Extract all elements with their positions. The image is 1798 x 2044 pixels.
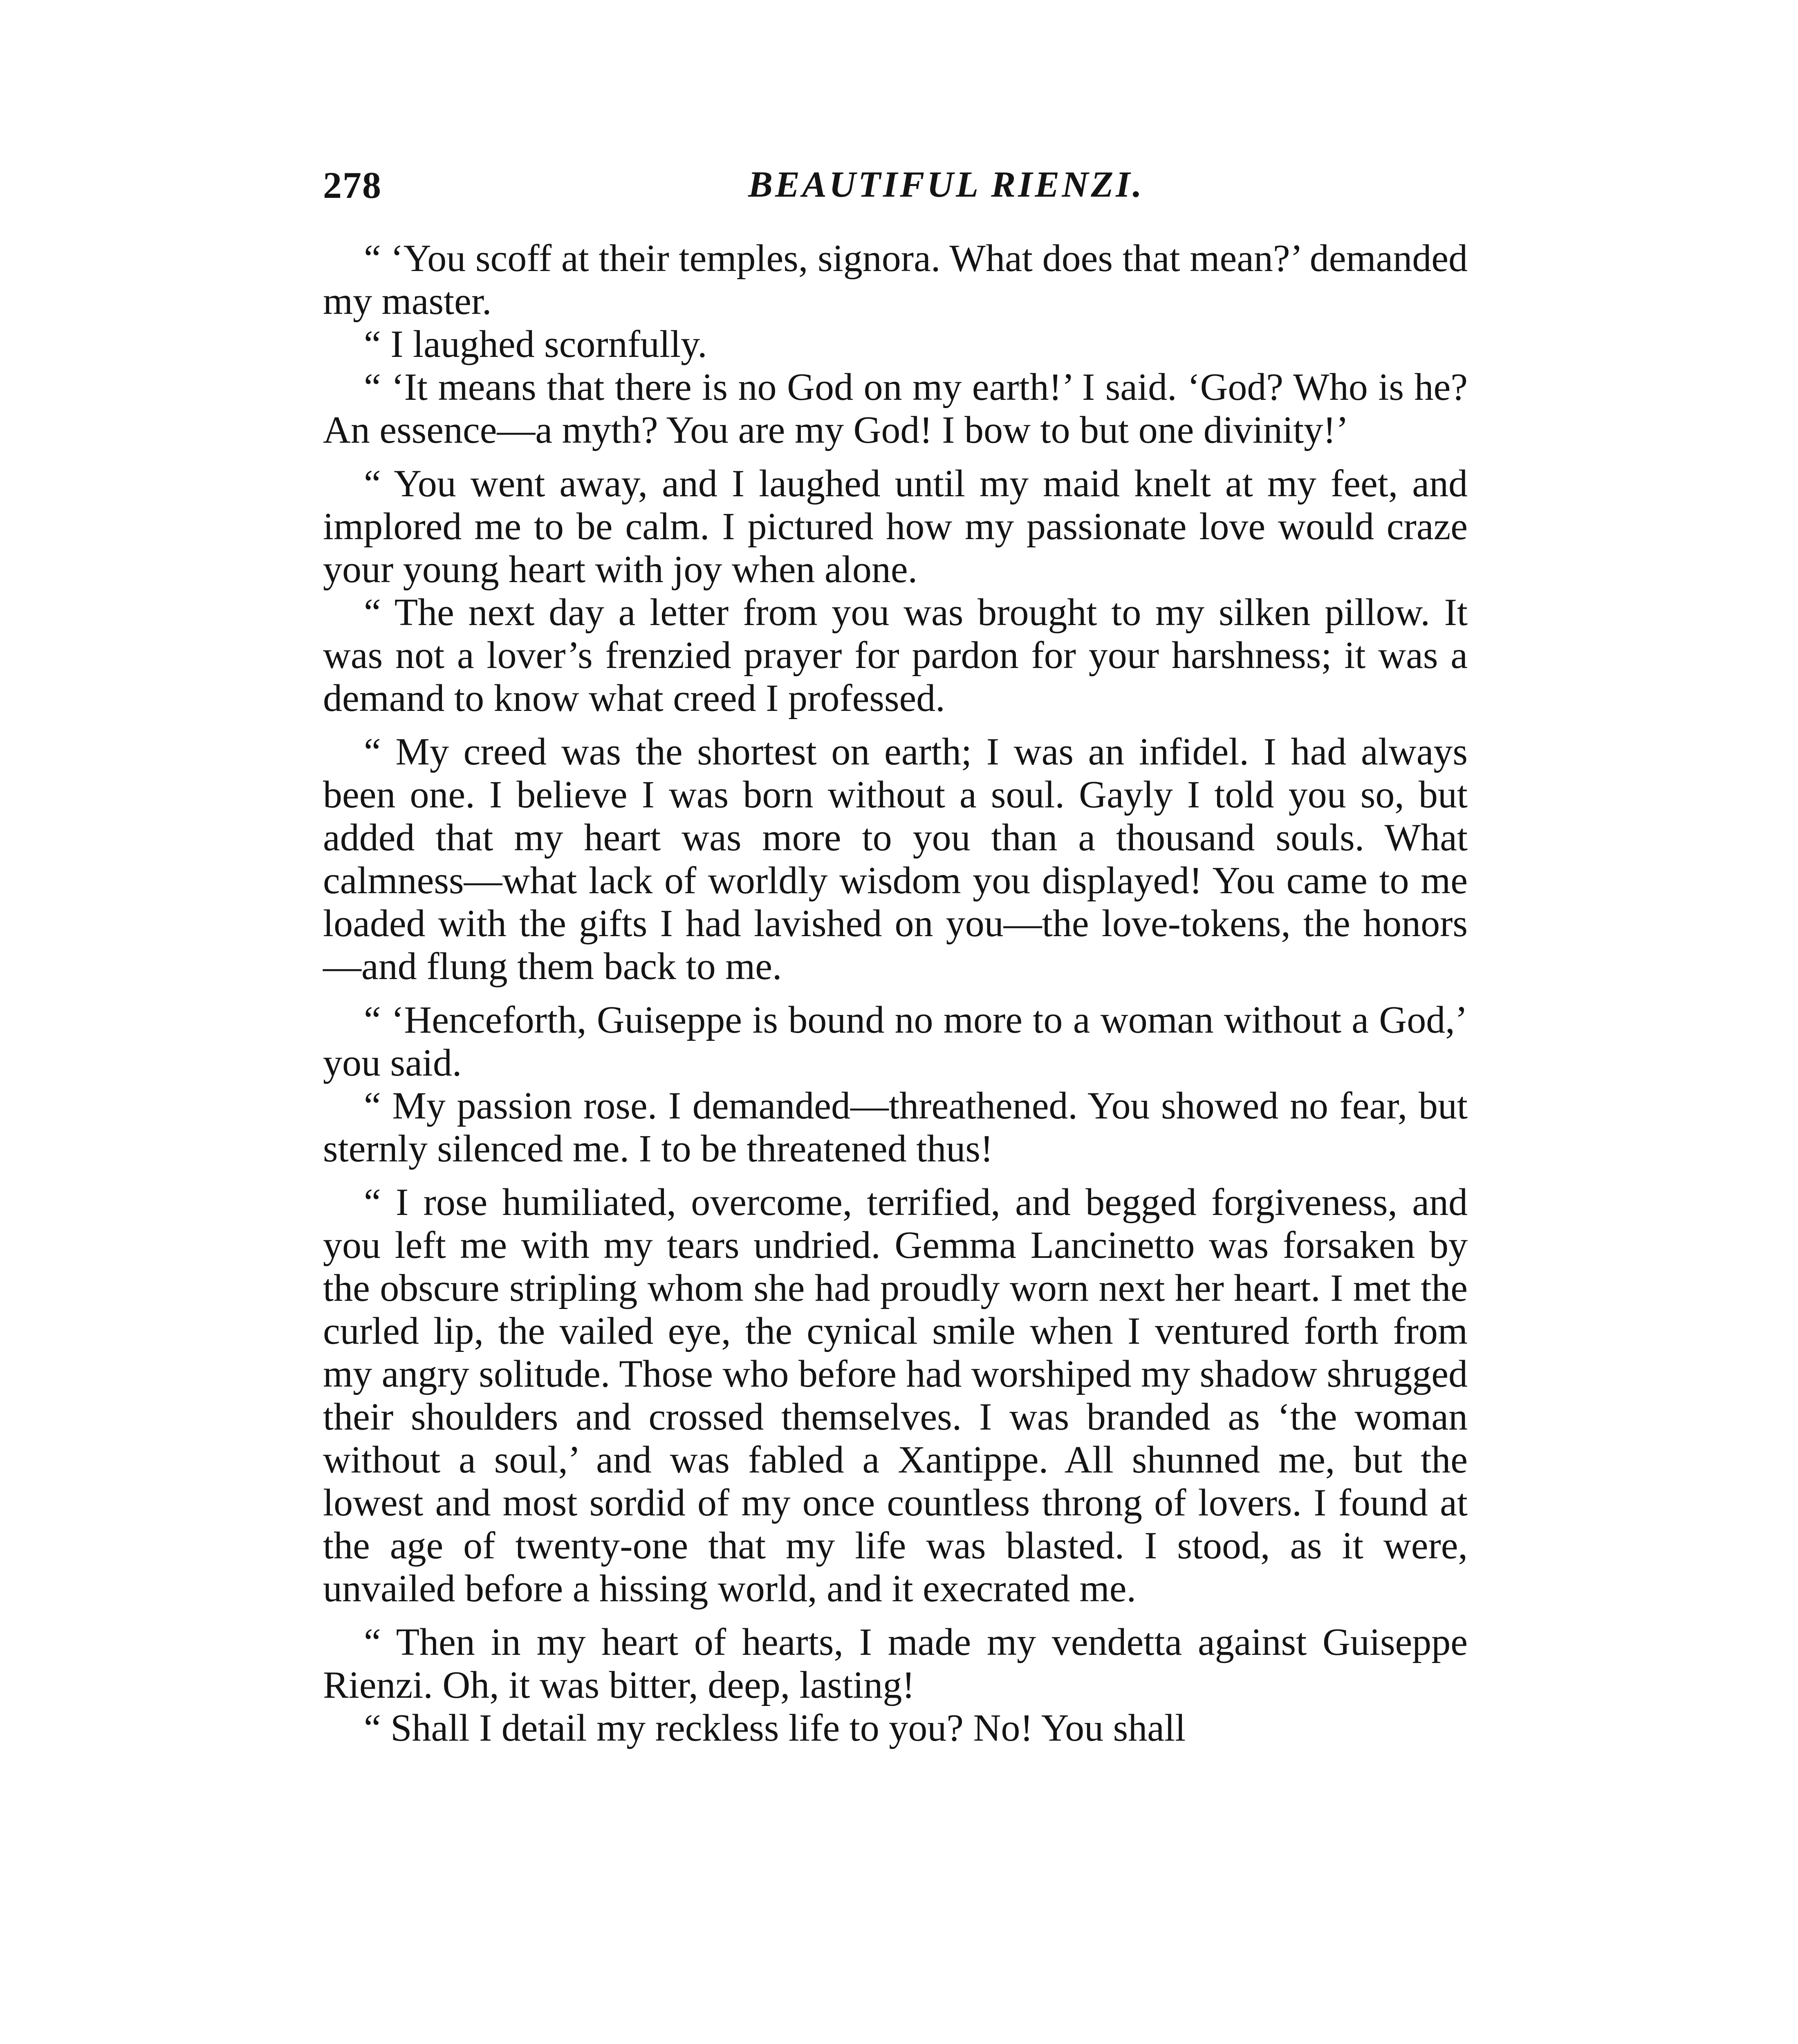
paragraph: “ Then in my heart of hearts, I made my vendetta against Guiseppe Rienzi. Oh, it was bitter, deep, lasting!: [323, 1621, 1468, 1706]
paragraph: “ You went away, and I laughed until my maid knelt at my feet, and implored me to be calm. I pictured how my passionate love would craze your young heart with joy when alone.: [323, 462, 1468, 591]
paragraph: “ My creed was the shortest on earth; I was an infidel. I had always been one. I believe I was born without a soul. Gayly I told you so, but added that my heart was more to you than a thousand souls. What calmness—what lack of worldly wisdom you displayed! You came to me loaded with the gifts I had lavished on you—the love-tokens, the honors—and flung them back to me.: [323, 731, 1468, 988]
paragraph: “ ‘Henceforth, Guiseppe is bound no more to a woman without a God,’ you said.: [323, 999, 1468, 1084]
paragraph: “ ‘It means that there is no God on my earth!’ I said. ‘God? Who is he? An essence—a myth? You are my God! I bow to but one divinity!’: [323, 366, 1468, 451]
paragraph: “ The next day a letter from you was brought to my silken pillow. It was not a lover’s frenzied prayer for pardon for your harshness; it was a demand to know what creed I professed.: [323, 591, 1468, 719]
body-text: [323, 237, 1468, 1750]
paragraph: “ I laughed scornfully.: [364, 323, 707, 365]
page-header: [323, 164, 1468, 213]
paragraph: “ ‘You scoff at their temples, signora. What does that mean?’ demanded my master.: [323, 237, 1468, 323]
running-title: BEAUTIFUL RIENZI.: [748, 164, 1144, 205]
paragraph: “ I rose humiliated, overcome, terrified, and begged forgiveness, and you left me with my tears undried. Gemma Lancinetto was forsaken by the obscure stripling whom she had proudly worn next her heart. I met the curled lip, the vailed eye, the cynical smile when I ventured forth from my angry solitude. Those who before had worshiped my shadow shrugged their shoulders and crossed themselves. I was branded as ‘the woman without a soul,’ and was fabled a Xantippe. All shunned me, but the lowest and most sordid of my once countless throng of lovers. I found at the age of twenty-one that my life was blasted. I stood, as it were, unvailed before a hissing world, and it execrated me.: [323, 1181, 1468, 1610]
page-number: 278: [323, 164, 382, 206]
paragraph: “ Shall I detail my reckless life to you? No! You shall: [364, 1707, 1186, 1749]
paragraph: “ My passion rose. I demanded—threathened. You showed no fear, but sternly silenced me. I to be threatened thus!: [323, 1085, 1468, 1170]
